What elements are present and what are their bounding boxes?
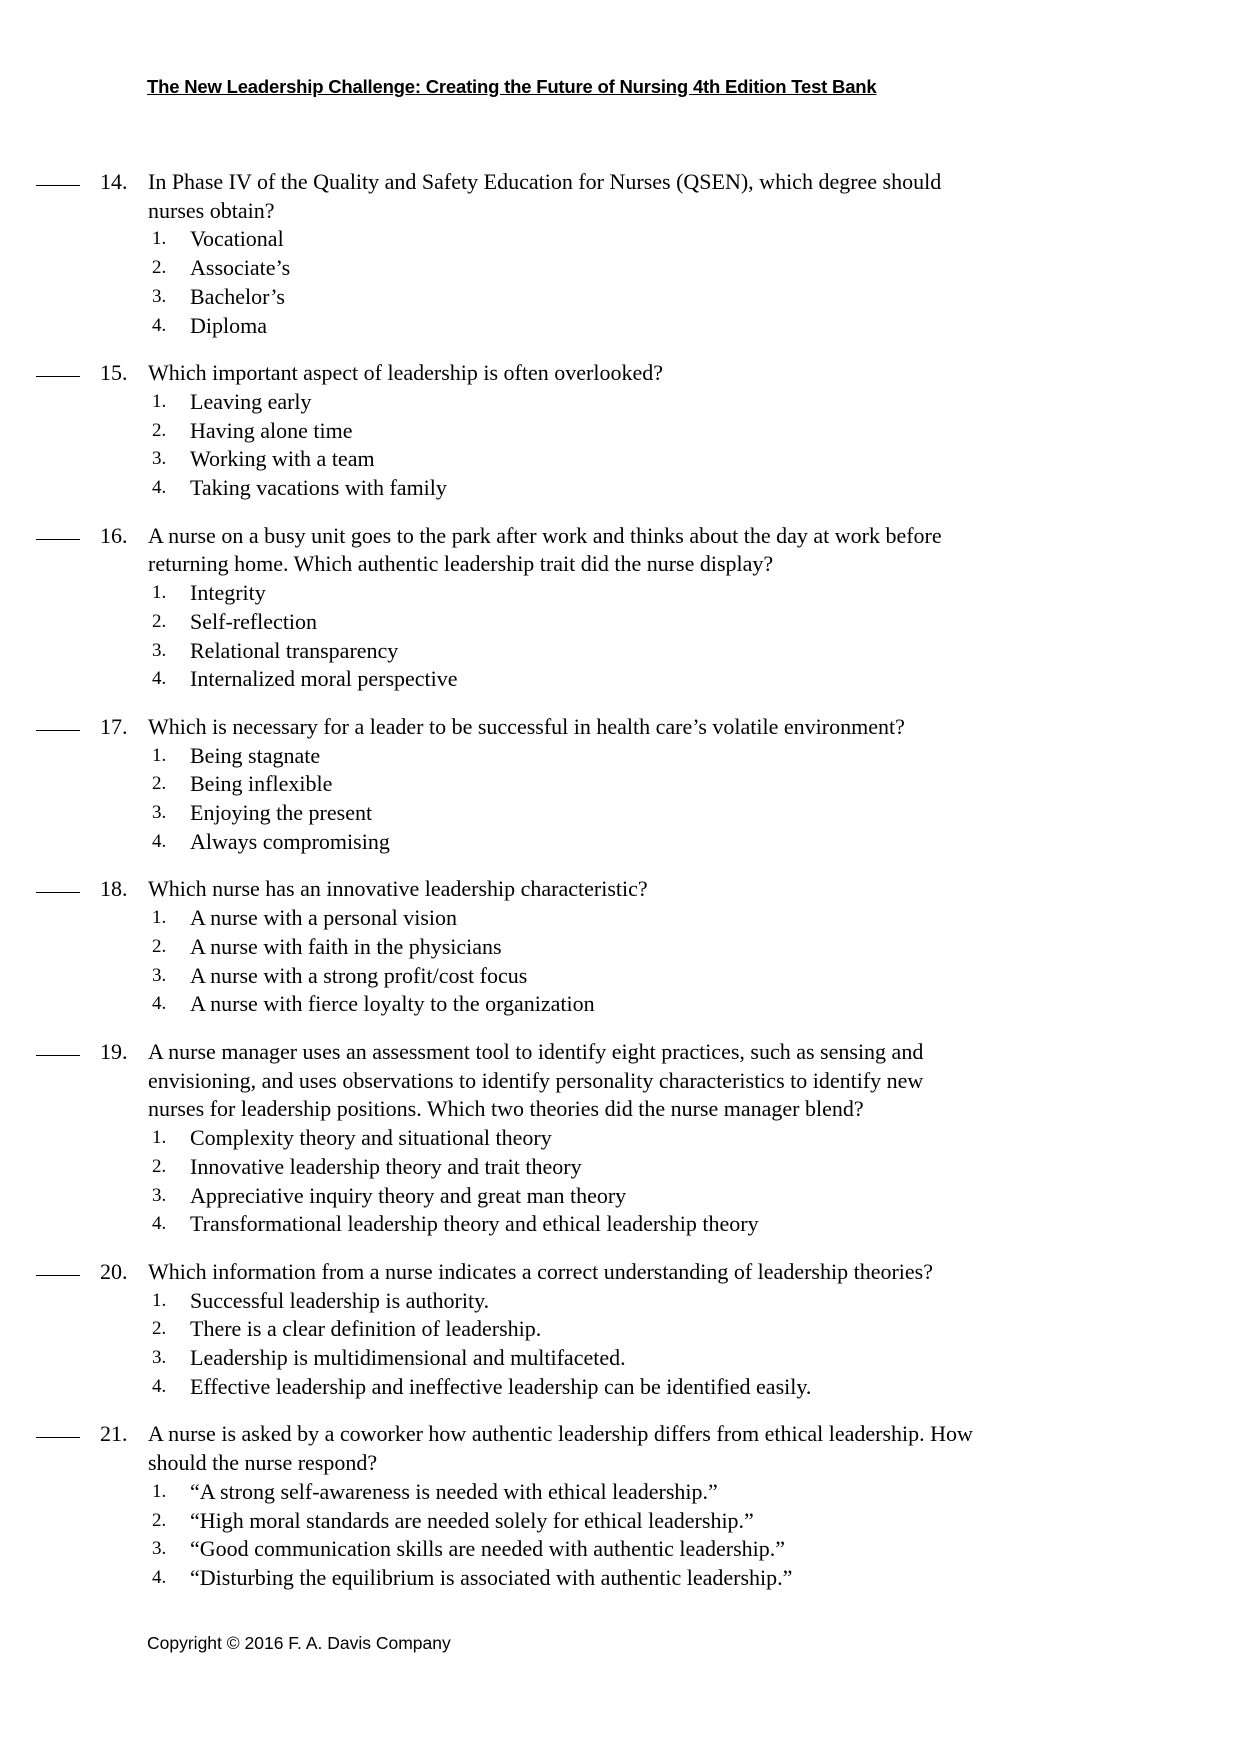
question-number: 21. — [100, 1421, 128, 1447]
answer-blank[interactable] — [36, 1437, 80, 1438]
question-stem-line: envisioning, and uses observations to identify personality characteristics to identify new — [148, 1067, 924, 1093]
option-number: 3. — [152, 448, 167, 470]
question-stem-line: nurses obtain? — [148, 197, 275, 223]
option-number: 3. — [152, 1347, 167, 1369]
option-number: 1. — [152, 1480, 167, 1502]
question-17 — [0, 713, 1240, 857]
option-number: 1. — [152, 1289, 167, 1311]
question-stem-line: A nurse is asked by a coworker how authentic leadership differs from ethical leadership. How — [148, 1421, 973, 1447]
answer-option — [152, 608, 1240, 637]
question-stem-line: Which important aspect of leadership is often overlooked? — [148, 360, 663, 386]
option-text: Innovative leadership theory and trait theory — [190, 1153, 582, 1179]
answer-blank[interactable] — [36, 730, 80, 731]
option-text: Being stagnate — [190, 742, 321, 768]
answer-option — [152, 1153, 1240, 1182]
question-15 — [0, 359, 1240, 503]
answer-option — [152, 1564, 1240, 1593]
answer-option — [152, 1507, 1240, 1536]
question-number: 17. — [100, 713, 128, 739]
answer-option — [152, 254, 1240, 283]
option-text: Vocational — [190, 226, 284, 252]
question-stem-line: Which information from a nurse indicates a correct understanding of leadership theories? — [148, 1258, 933, 1284]
option-text: A nurse with a personal vision — [190, 905, 458, 931]
question-14 — [0, 168, 1240, 340]
answer-option — [152, 933, 1240, 962]
answer-option — [152, 225, 1240, 254]
question-stem — [148, 1420, 1240, 1477]
option-number: 3. — [152, 639, 167, 661]
option-text: Having alone time — [190, 417, 353, 443]
option-text: Internalized moral perspective — [190, 666, 458, 692]
question-stem-line: returning home. Which authentic leadership trait did the nurse display? — [148, 551, 774, 577]
option-number: 4. — [152, 314, 167, 336]
answer-option — [152, 474, 1240, 503]
option-number: 2. — [152, 773, 167, 795]
answer-option — [152, 1535, 1240, 1564]
question-number: 16. — [100, 522, 128, 548]
option-text: Working with a team — [190, 446, 375, 472]
question-stem — [148, 875, 1240, 904]
answer-option — [152, 1182, 1240, 1211]
question-stem — [148, 1038, 1240, 1124]
question-stem-line: In Phase IV of the Quality and Safety Education for Nurses (QSEN), which degree should — [148, 169, 942, 194]
option-number: 1. — [152, 907, 167, 929]
answer-option — [152, 770, 1240, 799]
option-text: Bachelor’s — [190, 283, 285, 309]
answer-option — [152, 828, 1240, 857]
answer-option — [152, 1344, 1240, 1373]
option-number: 1. — [152, 228, 167, 250]
option-number: 4. — [152, 830, 167, 852]
question-20 — [0, 1258, 1240, 1402]
option-number: 2. — [152, 610, 167, 632]
option-number: 2. — [152, 935, 167, 957]
answer-option — [152, 637, 1240, 666]
option-text: Self-reflection — [190, 608, 318, 634]
option-text: Taking vacations with family — [190, 475, 447, 501]
option-number: 2. — [152, 257, 167, 279]
option-text: Diploma — [190, 312, 267, 338]
option-text: “Good communication skills are needed with authentic leadership.” — [190, 1536, 786, 1562]
option-text: “High moral standards are needed solely for ethical leadership.” — [190, 1507, 754, 1533]
answer-option — [152, 445, 1240, 474]
question-number: 20. — [100, 1258, 128, 1284]
option-number: 2. — [152, 1155, 167, 1177]
option-number: 1. — [152, 390, 167, 412]
answer-blank[interactable] — [36, 185, 80, 186]
option-number: 3. — [152, 285, 167, 307]
option-number: 4. — [152, 1375, 167, 1397]
option-text: Leaving early — [190, 388, 312, 414]
option-number: 4. — [152, 668, 167, 690]
question-number: 18. — [100, 876, 128, 902]
option-number: 2. — [152, 1318, 167, 1340]
question-stem — [148, 168, 1240, 225]
answer-option — [152, 1287, 1240, 1316]
option-number: 1. — [152, 744, 167, 766]
answer-blank[interactable] — [36, 539, 80, 540]
question-list — [0, 168, 1240, 1612]
option-number: 4. — [152, 993, 167, 1015]
option-number: 3. — [152, 1538, 167, 1560]
option-number: 3. — [152, 964, 167, 986]
question-number: 19. — [100, 1038, 128, 1064]
question-stem-line: should the nurse respond? — [148, 1450, 378, 1476]
answer-option — [152, 1124, 1240, 1153]
copyright-footer: Copyright © 2016 F. A. Davis Company — [147, 1633, 451, 1653]
option-number: 3. — [152, 1184, 167, 1206]
option-number: 2. — [152, 1509, 167, 1531]
answer-option — [152, 312, 1240, 341]
question-number: 15. — [100, 360, 128, 386]
option-text: Transformational leadership theory and ethical leadership theory — [190, 1211, 759, 1237]
option-text: Integrity — [190, 580, 266, 606]
answer-option — [152, 904, 1240, 933]
option-text: A nurse with faith in the physicians — [190, 933, 502, 959]
question-stem-line: Which nurse has an innovative leadership characteristic? — [148, 876, 648, 902]
answer-blank[interactable] — [36, 376, 80, 377]
question-stem — [148, 522, 1240, 579]
answer-option — [152, 1373, 1240, 1402]
answer-option — [152, 1478, 1240, 1507]
answer-option — [152, 579, 1240, 608]
answer-blank[interactable] — [36, 892, 80, 893]
question-21 — [0, 1420, 1240, 1592]
answer-option — [152, 283, 1240, 312]
option-text: There is a clear definition of leadership. — [190, 1316, 542, 1342]
answer-option — [152, 665, 1240, 694]
answer-option — [152, 388, 1240, 417]
question-stem — [148, 713, 1240, 742]
question-19 — [0, 1038, 1240, 1239]
option-number: 1. — [152, 582, 167, 604]
option-number: 2. — [152, 419, 167, 441]
option-text: A nurse with fierce loyalty to the organization — [190, 991, 595, 1017]
answer-option — [152, 799, 1240, 828]
option-text: Always compromising — [190, 828, 390, 854]
question-16 — [0, 522, 1240, 694]
option-text: “A strong self-awareness is needed with ethical leadership.” — [190, 1478, 718, 1504]
option-text: Relational transparency — [190, 637, 399, 663]
answer-option — [152, 1210, 1240, 1239]
question-stem-line: A nurse manager uses an assessment tool to identify eight practices, such as sensing and — [148, 1038, 924, 1064]
question-stem-line: nurses for leadership positions. Which two theories did the nurse manager blend? — [148, 1096, 864, 1122]
answer-option — [152, 990, 1240, 1019]
document-title: The New Leadership Challenge: Creating the Future of Nursing 4th Edition Test Bank — [147, 76, 877, 97]
question-18 — [0, 875, 1240, 1019]
answer-blank[interactable] — [36, 1055, 80, 1056]
question-stem-line: A nurse on a busy unit goes to the park after work and thinks about the day at work before — [148, 522, 942, 548]
option-number: 4. — [152, 1213, 167, 1235]
option-number: 1. — [152, 1127, 167, 1149]
option-text: Being inflexible — [190, 771, 333, 797]
option-text: A nurse with a strong profit/cost focus — [190, 962, 528, 988]
option-number: 4. — [152, 477, 167, 499]
question-stem — [148, 1258, 1240, 1287]
question-stem — [148, 359, 1240, 388]
answer-option — [152, 1315, 1240, 1344]
option-number: 3. — [152, 802, 167, 824]
answer-option — [152, 742, 1240, 771]
option-text: Complexity theory and situational theory — [190, 1125, 552, 1151]
option-text: “Disturbing the equilibrium is associated with authentic leadership.” — [190, 1564, 793, 1590]
option-text: Successful leadership is authority. — [190, 1287, 490, 1313]
answer-blank[interactable] — [36, 1275, 80, 1276]
question-stem-line: Which is necessary for a leader to be successful in health care’s volatile environment? — [148, 713, 905, 739]
option-number: 4. — [152, 1566, 167, 1588]
option-text: Enjoying the present — [190, 800, 373, 826]
option-text: Effective leadership and ineffective leadership can be identified easily. — [190, 1373, 812, 1399]
option-text: Appreciative inquiry theory and great man theory — [190, 1182, 627, 1208]
option-text: Associate’s — [190, 255, 291, 281]
answer-option — [152, 962, 1240, 991]
option-text: Leadership is multidimensional and multifaceted. — [190, 1345, 626, 1371]
question-number: 14. — [100, 169, 128, 194]
answer-option — [152, 417, 1240, 446]
